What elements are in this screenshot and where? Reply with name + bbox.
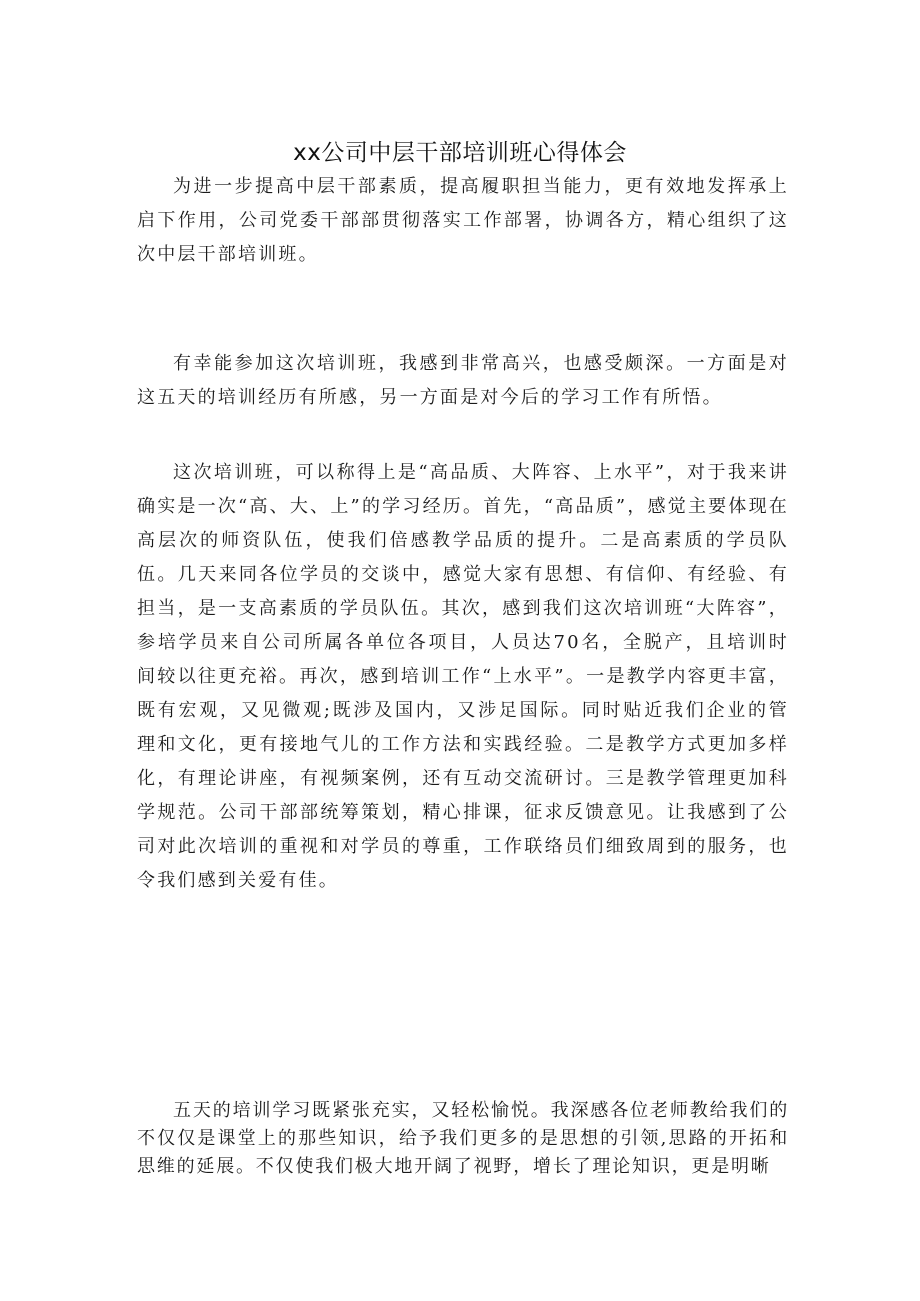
- paragraph-3: 这次培训班，可以称得上是“高品质、大阵容、上水平”，对于我来讲确实是一次“高、大、上”的学习经历。首先，“高品质”，感觉主要体现在高层次的师资队伍，使我们倍感教学品质的提升。二是高素质的学员队伍。几天来同各位学员的交谈中，感觉大家有思想、有信仰、有经验、有担当，是一支高素质的学员队伍。其次，感到我们这次培训班“大阵容”，参培学员来自公司所属各单位各项目，人员达70名，全脱产，且培训时间较以往更充裕。再次，感到培训工作“上水平”。一是教学内容更丰富，既有宏观，又见微观;既涉及国内，又涉足国际。同时贴近我们企业的管理和文化，更有接地气儿的工作方法和实践经验。二是教学方式更加多样化，有理论讲座，有视频案例，还有互动交流研讨。三是教学管理更加科学规范。公司干部部统筹策划，精心排课，征求反馈意见。让我感到了公司对此次培训的重视和对学员的尊重，工作联络员们细致周到的服务，也令我们感到关爱有佳。: [137, 462, 789, 891]
- paragraph-2: 有幸能参加这次培训班，我感到非常高兴，也感受颇深。一方面是对这五天的培训经历有所感，另一方面是对今后的学习工作有所悟。: [137, 353, 789, 408]
- document-title: xx公司中层干部培训班心得体会: [293, 140, 627, 166]
- paragraph-1: 为进一步提高中层干部素质，提高履职担当能力，更有效地发挥承上启下作用，公司党委干部部贯彻落实工作部署，协调各方，精心组织了这次中层干部培训班。: [137, 176, 789, 265]
- paragraph-4: 五天的培训学习既紧张充实，又轻松愉悦。我深感各位老师教给我们的不仅仅是课堂上的那些知识，给予我们更多的是思想的引领,思路的开拓和思维的延展。不仅使我们极大地开阔了视野，增长了理论知识，更是明晰: [137, 1100, 789, 1177]
